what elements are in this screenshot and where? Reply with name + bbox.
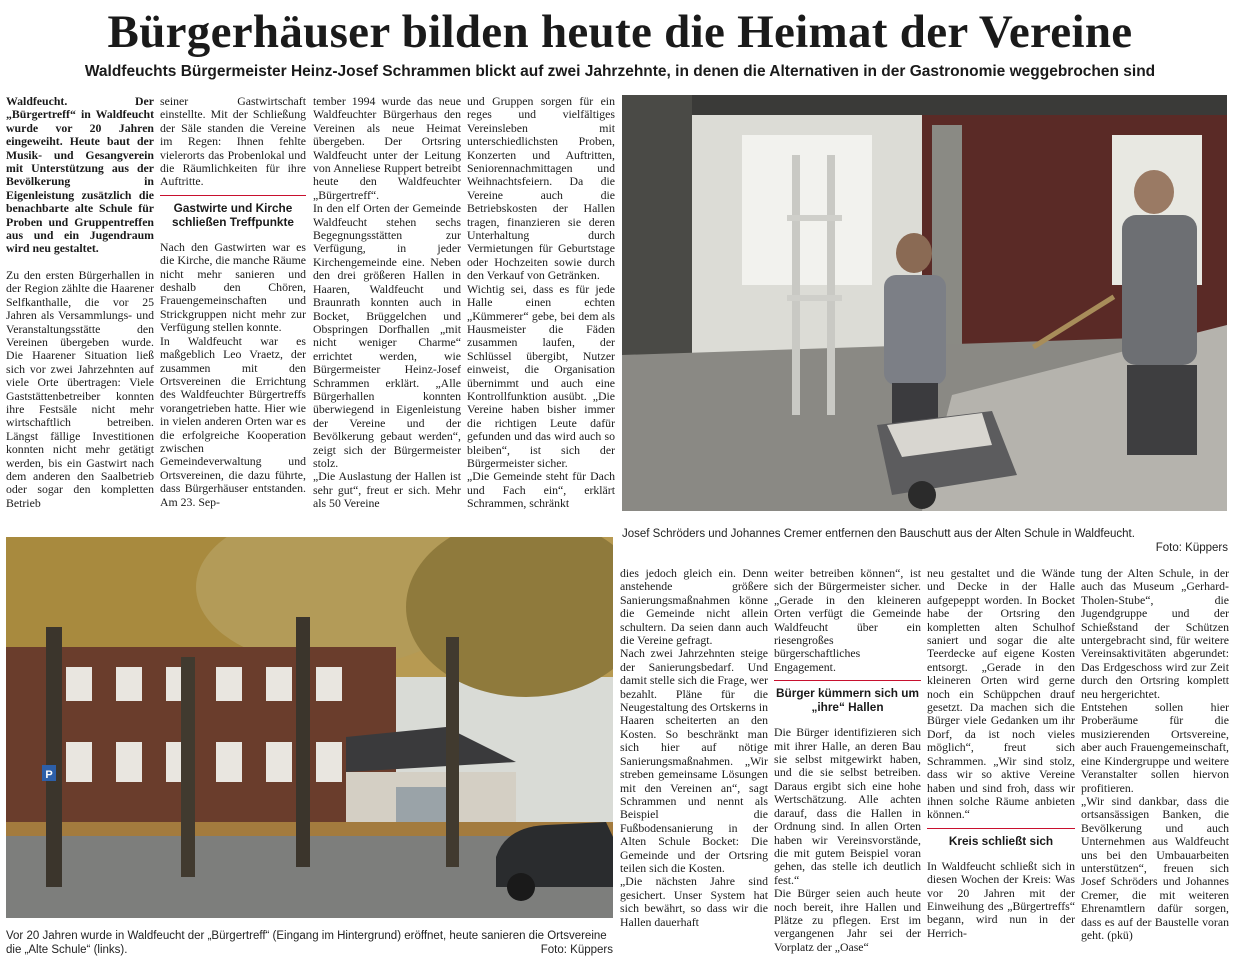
article-column-4 xyxy=(467,95,615,531)
body-paragraph: Nach den Gastwirten war es die Kirche, die manche Räume nicht mehr sanieren und deshalb den Chören, Frauengemeinschaften und Strickgruppen nicht mehr zur Verfügung stellen konnte. xyxy=(160,239,306,335)
body-paragraph: In Waldfeucht war es maßgeblich Leo Vraetz, der zusammen mit den Ortsvereinen die Errichtung des Waldfeuchter Bürgertreffs vorangetrieben hatte. Hier wie in vielen anderen Orten war es die erfolgreiche Kooperation zwischen Gemeindeverwaltung und Ortsvereinen, die dazu führte, dass Bürgerhäuser entstanden. Am 23. Sep- xyxy=(160,333,306,509)
photo-credit: Foto: Küppers xyxy=(540,944,613,956)
body-paragraph: weiter betreiben können“, ist sich der Bürgermeister sicher. „Gerade in den kleineren Orten verfügt die Gemeinde Waldfeucht über ein riesengroßes bürgerschaftliches Engagement. xyxy=(774,567,921,674)
body-paragraph: In den elf Orten der Gemeinde Waldfeucht stehen sechs Begegnungsstätten zur Verfügung, in jeder Kirchengemeinde eine. Neben den drei größeren Hallen in Haaren, Waldfeucht und Braunrath konnten auch in Bocket, Brüggelchen und Obspringen Dorfhallen „mit nicht weniger Charme“ errichtet werden, wie Bürgermeister Heinz-Josef Schrammen erklärt. „Alle Bürgerhallen konnten überwiegend in Eigenleistung der Vereine und der Bevölkerung gebaut werden“, zeigt sich der Bürgermeister stolz. xyxy=(313,201,461,470)
photo-credit: Foto: Küppers xyxy=(1155,542,1228,554)
parking-sign: P xyxy=(45,769,53,781)
body-paragraph: „Die nächsten Jahre sind gesichert. Unser System hat sich bewährt, so dass wir die Hallen dauerhaft xyxy=(620,874,768,929)
body-paragraph: „Wir sind dankbar, dass die ortsansässigen Banken, die Bevölkerung und auch Unternehmen aus Waldfeucht uns bei den Umbauarbeiten unterstützen“, freuen sich Josef Schröders und Johannes Cremer, die mit weiteren Ehrenamtlern dafür sorgen, dass es auf der Baustelle voran geht. (pkü) xyxy=(1081,793,1229,942)
article-column-2 xyxy=(160,95,306,531)
body-paragraph: dies jedoch gleich ein. Denn anstehende größere Sanierungsmaßnahmen könne die Gemeinde nicht allein schultern. Da seien dann auch die Vereine gefragt. xyxy=(620,567,768,648)
buergertreff-photo-image xyxy=(6,537,613,918)
article-column-6 xyxy=(774,567,921,963)
lead-paragraph: Waldfeucht. Der „Bürgertreff“ in Waldfeucht wurde vor 20 Jahren eingeweiht. Heute baut der Musik- und Gesangverein mit Unterstützung aus der Bevölkerung in Eigenleistung zusätzlich die benachbarte alte Schule für Proben und Gruppentreffen aus und ein Jugendraum wird neu gestaltet. xyxy=(6,95,154,256)
body-paragraph: und Gruppen sorgen für ein reges und vielfältiges Vereinsleben mit unterschiedlichsten Proben, Konzerten und Auftritten, Seniorennachmittagen und Weihnachtsfeiern. Da die Vereine auch die Betriebskosten der Hallen tragen, finanzieren sie deren Unterhaltung durch Vermietungen für Geburtstage oder Hochzeiten sowie durch den Verkauf von Getränken. xyxy=(467,95,615,283)
body-paragraph: „Die Gemeinde steht für Dach und Fach ein“, erklärt Schrammen, schränkt xyxy=(467,469,615,511)
crosshead-gastwirte: Gastwirte und Kirche schließen Treffpunkte xyxy=(160,195,306,235)
crosshead-kreis: Kreis schließt sich xyxy=(927,828,1075,854)
article-column-5 xyxy=(620,567,768,963)
article-column-8 xyxy=(1081,567,1229,963)
body-paragraph: seiner Gastwirtschaft einstellte. Mit der Schließung der Säle standen die Vereine im Regen: Ihnen fehlte vielerorts das Probenlokal und die Räumlichkeiten für ihre Auftritte. xyxy=(160,95,306,189)
buergertreff-photo xyxy=(6,537,613,918)
body-paragraph: Wichtig sei, dass es für jede Halle einen echten „Kümmerer“ gebe, bei dem als Hausmeister die Fäden zusammen laufen, der Schlüssel übergibt, Nutzer einweist, die Organisation übernimmt und auch eine Kontrollfunktion ausübt. „Die Vereine haben bisher immer die richtigen Leute dafür gefunden und das wird auch so bleiben“, ist sich der Bürgermeister sicher. xyxy=(467,281,615,470)
body-paragraph: Zu den ersten Bürgerhallen in der Region zählte die Haarener Selfkanthalle, die vor 25 Jahren als Versammlungs- und Veranstaltungsstätte den Vereinen übergeben wurde. Die Haarener Situation ließ sich vor zwei Jahrzehnten auf viele Orte übertragen: Viele Gaststättenbetreiber konnten ihre Festsäle nicht mehr wirtschaftlich betreiben. Längst fällige Investitionen konnten nicht mehr getätigt werden, bis ein Gastwirt nach dem anderen den Saalbetrieb oder sogar den kompletten Betrieb xyxy=(6,267,154,510)
article-column-1 xyxy=(6,95,154,531)
renovation-photo xyxy=(622,95,1227,511)
body-paragraph: Entstehen sollen hier Proberäume für die musizierenden Ortsvereine, aber auch Frauengemeinschaft, eine Kindergruppe und weitere Veranstalter sollen hiervon profitieren. xyxy=(1081,700,1229,795)
body-paragraph: In Waldfeucht schließt sich in diesen Wochen der Kreis: Was vor 20 Jahren mit der Einweihung des „Bürgertreffs“ begann, wird nun in der Herrich- xyxy=(927,858,1075,940)
subheadline: Waldfeuchts Bürgermeister Heinz-Josef Schrammen blickt auf zwei Jahrzehnte, in denen die Alternativen in der Gastronomie weggebrochen sind xyxy=(84,63,1156,80)
headline: Bürgerhäuser bilden heute die Heimat der Vereine xyxy=(107,6,1133,58)
body-paragraph: Die Bürger identifizieren sich mit ihrer Halle, an deren Bau sie selbst mitgewirkt haben, und die sie selbst betreiben. Daraus ergibt sich eine hohe Wertschätzung. Alle achten darauf, dass die Hallen in Ordnung sind. In allen Orten haben wir Vereinsvorstände, die mit gutem Beispiel voran gehen, das stelle ich deutlich fest.“ xyxy=(774,725,921,887)
body-paragraph: „Die Auslastung der Hallen ist sehr gut“, freut er sich. Mehr als 50 Vereine xyxy=(313,469,461,511)
buergertreff-photo-caption xyxy=(6,929,613,957)
crosshead-buerger: Bürger kümmern sich um „ihre“ Hallen xyxy=(774,680,921,720)
caption-text: Vor 20 Jahren wurde in Waldfeucht der „Bürgertreff“ (Eingang im Hintergrund) eröffnet, heute sanieren die Ortsvereine die „Alte Schule“ (links). xyxy=(6,930,607,956)
body-paragraph: tember 1994 wurde das neue Waldfeuchter Bürgerhaus den Vereinen als neue Heimat übergeben. Der Ortsring Waldfeucht unter der Leitung von Anneliese Ruppert betreibt heute den Waldfeuchter „Bürgertreff“. xyxy=(313,95,461,202)
article-column-3 xyxy=(313,95,461,531)
body-paragraph: Nach zwei Jahrzehnten steige der Sanierungsbedarf. Und damit stelle sich die Frage, wer bezahlt. Pläne für die Neugestaltung des Ortskerns in Haaren scheiterten an den Kosten. So beschränkt man sich hier auf nötige Sanierungsmaßnahmen. „Wir streben gemeinsame Lösungen mit den Vereinen an“, sagt Schrammen und nennt als Beispiel die Fußbodensanierung in der Alten Schule Bocket: Die Gemeinde und der Ortsring teilen sich die Kosten. xyxy=(620,646,768,875)
body-paragraph: tung der Alten Schule, in der auch das Museum „Gerhard-Tholen-Stube“, die Jugendgruppe und der Schießstand der Schützen untergebracht sind, für weitere Vereinsaktivitäten abgerundet: Das Erdgeschoss wird zur Zeit durch den Ortsring komplett neu hergerichtet. xyxy=(1081,567,1229,701)
renovation-photo-caption xyxy=(622,527,1228,555)
renovation-photo-image xyxy=(622,95,1227,511)
article-column-7 xyxy=(927,567,1075,963)
body-paragraph: neu gestaltet und die Wände und Decke in der Halle aufgepeppt worden. In Bocket habe der Ortsring den kompletten alten Schulhof saniert und sogar die alte Teerdecke auf eigene Kosten entsorgt. „Gerade in den kleineren Orten wird gerne noch ein Schüppchen drauf gesetzt. Da machen sich die Bürger viele Gedanken um ihr Dorf, da ist noch vieles möglich“, freut sich Schrammen. „Wir sind stolz, dass wir so aktive Vereine haben und sind froh, dass wir ihnen solche Räume anbieten können.“ xyxy=(927,567,1075,822)
body-paragraph: Die Bürger seien auch heute noch bereit, ihre Hallen und Plätze zu pflegen. Erst im vergangenen Jahr sei der Vorplatz der „Oase“ xyxy=(774,886,921,954)
caption-text: Josef Schröders und Johannes Cremer entfernen den Bauschutt aus der Alten Schule in Waldfeucht. xyxy=(622,528,1135,540)
